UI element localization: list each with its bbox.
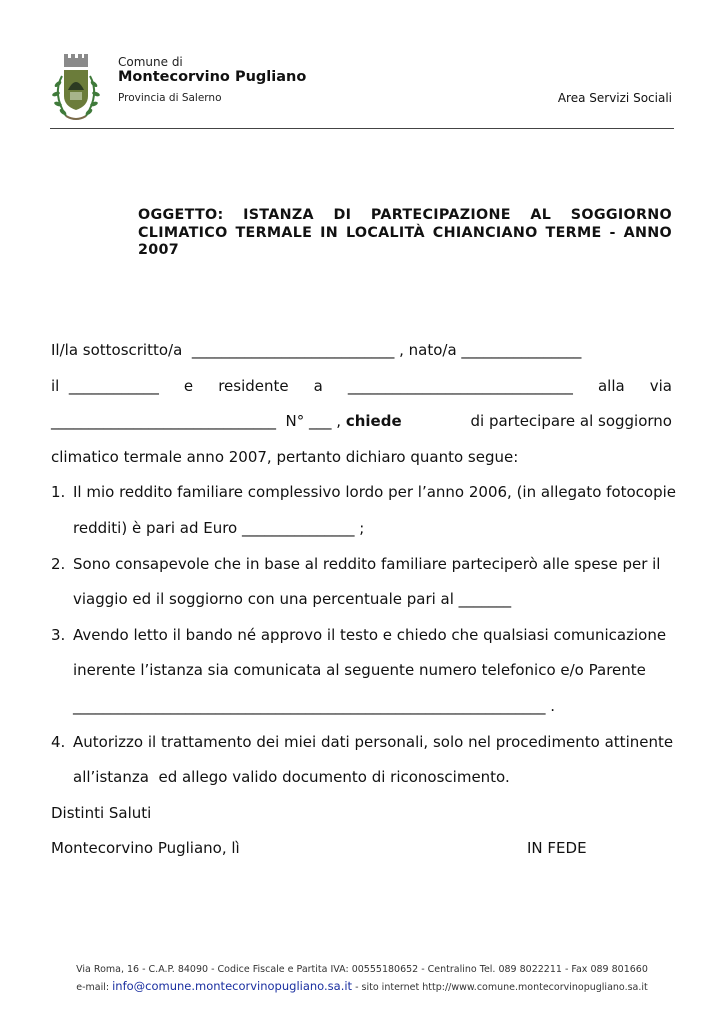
header-area: Area Servizi Sociali xyxy=(557,91,672,105)
line-indirizzo xyxy=(51,404,672,440)
list-item xyxy=(51,547,672,618)
text-residente: residente xyxy=(218,376,289,395)
list-item-text: Il mio reddito familiare complessivo lordo per l’anno 2006, (in allegato fotocopie xyxy=(73,483,677,502)
list-item-text: inerente l’istanza sia comunicata al seguente numero telefonico e/o Parente xyxy=(73,661,646,680)
list-item-text: all’istanza ed allego valido documento di riconoscimento. xyxy=(73,768,510,787)
signature-line xyxy=(51,831,672,867)
text-e: e xyxy=(183,376,194,395)
header-divider xyxy=(50,128,674,129)
list-item xyxy=(51,618,672,725)
list-item xyxy=(51,475,677,546)
footer-email-label: e-mail: xyxy=(76,982,110,993)
text-il: il ____________ xyxy=(51,376,159,395)
list-item xyxy=(51,725,672,796)
text-partecipare: di partecipare al soggiorno xyxy=(470,412,672,431)
footer-email-link[interactable]: info@comune.montecorvinopugliano.sa.it xyxy=(112,979,353,993)
text-a: a xyxy=(313,376,323,395)
list-item-text: _______________________________________________________________ . xyxy=(73,696,556,715)
text-address-blank: ______________________________ N° ___ , xyxy=(51,412,342,431)
municipal-crest-icon xyxy=(50,52,102,126)
list-item-text: viaggio ed il soggiorno con una percentuale pari al _______ xyxy=(73,590,512,609)
footer-address: Via Roma, 16 - C.A.P. 84090 - Codice Fiscale e Partita IVA: 00555180652 - Centralino Tel. 089 8022211 - Fax 089 801660 xyxy=(76,964,648,975)
header-comune-di: Comune di xyxy=(118,55,183,69)
list-item-number: 1. xyxy=(51,483,66,502)
header-town-name: Montecorvino Pugliano xyxy=(118,69,307,85)
line-residenza xyxy=(51,369,672,405)
line-sottoscritto: Il/la sottoscritto/a ___________________________ , nato/a ________________ xyxy=(51,341,582,359)
list-item-number: 4. xyxy=(51,732,66,751)
list-item-text: redditi) è pari ad Euro _______________ ; xyxy=(73,518,365,537)
form-body xyxy=(51,333,677,867)
footer-contacts xyxy=(0,979,724,993)
document-subject: OGGETTO: ISTANZA DI PARTECIPAZIONE AL SOGGIORNO CLIMATICO TERMALE IN LOCALITÀ CHIANCIANO TERME - ANNO 2007 xyxy=(138,207,672,258)
header-province: Provincia di Salerno xyxy=(118,92,222,104)
list-item-text: Sono consapevole che in base al reddito familiare parteciperò alle spese per il xyxy=(73,554,661,573)
text-via: via xyxy=(649,376,672,395)
text-blank-residenza: ______________________________ xyxy=(347,376,573,395)
text-chiede: chiede xyxy=(345,412,402,431)
place-date: Montecorvino Pugliano, lì xyxy=(51,839,240,858)
text-alla: alla xyxy=(597,376,625,395)
closing-greeting: Distinti Saluti xyxy=(51,803,152,822)
list-item-number: 3. xyxy=(51,625,66,644)
list-item-text: Autorizzo il trattamento dei miei dati personali, solo nel procedimento attinente xyxy=(73,732,674,751)
footer-website[interactable]: - sito internet http://www.comune.montecorvinopugliano.sa.it xyxy=(355,982,648,993)
list-item-text: Avendo letto il bando né approvo il testo e chiedo che qualsiasi comunicazione xyxy=(73,625,667,644)
in-fede: IN FEDE xyxy=(527,839,587,858)
line-climatico: climatico termale anno 2007, pertanto dichiaro quanto segue: xyxy=(51,447,519,466)
list-item-number: 2. xyxy=(51,554,66,573)
